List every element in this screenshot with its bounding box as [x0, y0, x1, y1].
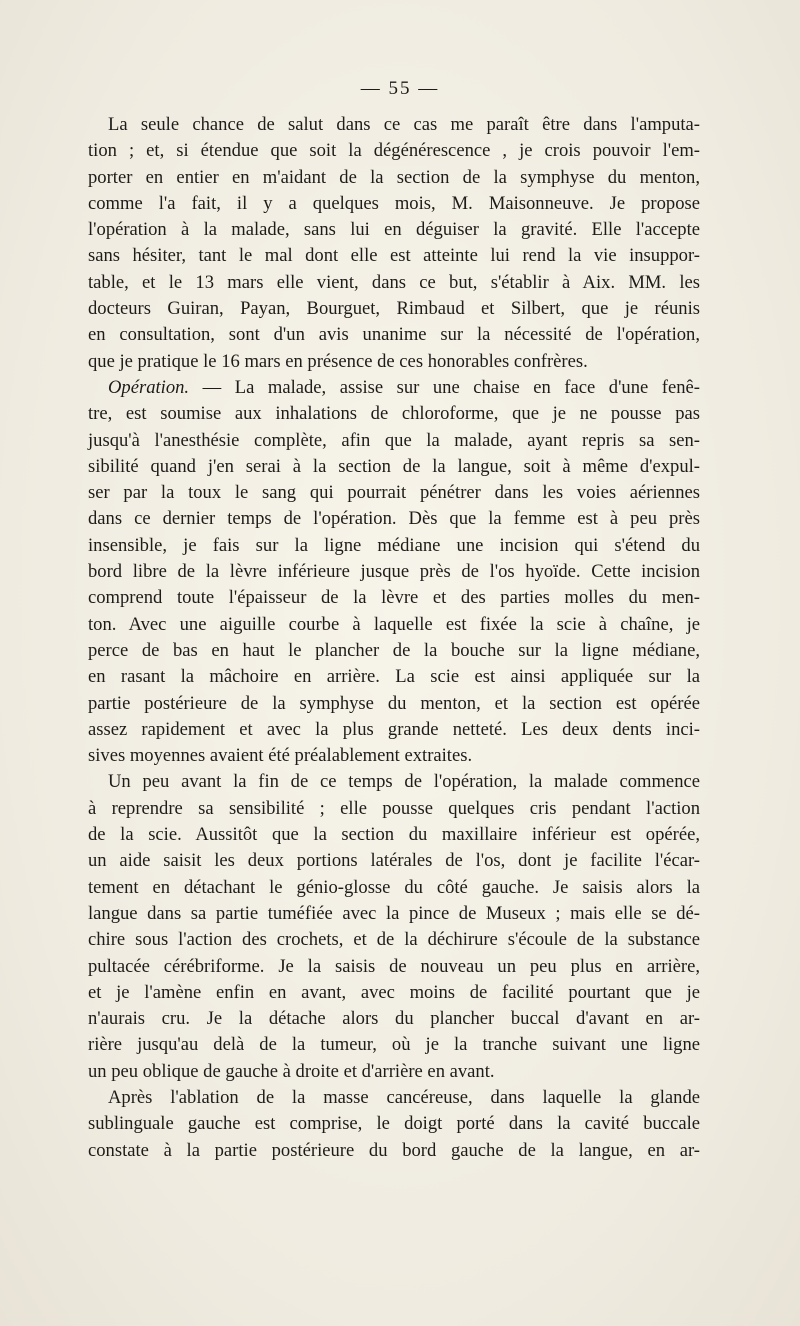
text-line: un aide saisit les deux portions latérales de l'os, dont je facilite l'écar- — [88, 850, 700, 872]
text-line: porter en entier en m'aidant de la section de la symphyse du menton, — [88, 166, 700, 188]
text-line: langue dans sa partie tuméfiée avec la pince de Museux ; mais elle se dé- — [88, 902, 700, 924]
text-line: tement en détachant le génio-glosse du côté gauche. Je saisis alors la — [88, 876, 700, 898]
text-line: rière jusqu'au delà de la tumeur, où je la tranche suivant une ligne — [88, 1034, 700, 1056]
page-number: — 55 — — [360, 78, 440, 99]
text-line: de la scie. Aussitôt que la section du maxillaire inférieur est opérée, — [88, 824, 700, 846]
text-line: chire sous l'action des crochets, et de la déchirure s'écoule de la substance — [88, 929, 700, 951]
text-line: n'aurais cru. Je la détache alors du plancher buccal d'avant en ar- — [88, 1008, 700, 1030]
text-line: La seule chance de salut dans ce cas me paraît être dans l'amputa- — [108, 114, 700, 135]
text-line: jusqu'à l'anesthésie complète, afin que la malade, ayant repris sa sen- — [88, 429, 700, 451]
text-line — [88, 375, 700, 401]
text-line: bord libre de la lèvre inférieure jusque près de l'os hyoïde. Cette incision — [88, 561, 700, 583]
text-line: sans hésiter, tant le mal dont elle est atteinte lui rend la vie insuppor- — [88, 245, 700, 267]
text-line: tion ; et, si étendue que soit la dégénérescence , je crois pouvoir l'em- — [88, 140, 700, 162]
text-line: sives moyennes avaient été préalablement extraites. — [88, 745, 473, 767]
text-line: l'opération à la malade, sans lui en déguiser la gravité. Elle l'accepte — [88, 219, 700, 241]
text-line: perce de bas en haut le plancher de la bouche sur la ligne médiane, — [88, 639, 700, 661]
text-line: sibilité quand j'en serai à la section de la langue, soit à même d'expul- — [88, 455, 700, 477]
text-line: comprend toute l'épaisseur de la lèvre et des parties molles du men- — [88, 587, 700, 609]
body-text — [88, 112, 700, 1164]
text-line: table, et le 13 mars elle vient, dans ce but, s'établir à Aix. MM. les — [88, 271, 700, 293]
text-line: pultacée cérébriforme. Je la saisis de nouveau un peu plus en arrière, — [88, 955, 700, 977]
text-fragment: — La malade, assise sur une chaise en face d'une fenê- — [189, 376, 700, 398]
text-line: en rasant la mâchoire en arrière. La scie est ainsi appliquée sur la — [88, 666, 700, 688]
text-line: un peu oblique de gauche à droite et d'arrière en avant. — [88, 1060, 495, 1082]
text-line: Un peu avant la fin de ce temps de l'opération, la malade commence — [108, 771, 700, 793]
text-line: ser par la toux le sang qui pourrait pénétrer dans les voies aériennes — [88, 482, 700, 504]
text-line: insensible, je fais sur la ligne médiane une incision qui s'étend du — [88, 534, 700, 556]
text-line: partie postérieure de la symphyse du menton, et la section est opérée — [88, 692, 700, 714]
text-line: que je pratique le 16 mars en présence de ces honorables confrères. — [88, 350, 588, 372]
text-line: à reprendre sa sensibilité ; elle pousse quelques cris pendant l'action — [88, 797, 700, 819]
text-line: comme l'a fait, il y a quelques mois, M. Maisonneuve. Je propose — [88, 192, 700, 214]
text-line: dans ce dernier temps de l'opération. Dès que la femme est à peu près — [88, 508, 700, 530]
text-line: constate à la partie postérieure du bord gauche de la langue, en ar- — [88, 1139, 700, 1161]
text-line: assez rapidement et avec la plus grande netteté. Les deux dents inci- — [88, 718, 700, 740]
text-line: sublinguale gauche est comprise, le doigt porté dans la cavité buccale — [88, 1113, 700, 1135]
section-heading: Opération. — [108, 376, 190, 398]
text-line: en consultation, sont d'un avis unanime sur la nécessité de l'opération, — [88, 324, 700, 346]
text-line: et je l'amène enfin en avant, avec moins de facilité pourtant que je — [88, 981, 700, 1003]
text-line: ton. Avec une aiguille courbe à laquelle est fixée la scie à chaîne, je — [88, 613, 700, 635]
text-line: docteurs Guiran, Payan, Bourguet, Rimbaud et Silbert, que je réunis — [88, 298, 700, 320]
text-line: Après l'ablation de la masse cancéreuse, dans laquelle la glande — [108, 1086, 700, 1108]
text-line: tre, est soumise aux inhalations de chloroforme, que je ne pousse pas — [88, 403, 700, 425]
